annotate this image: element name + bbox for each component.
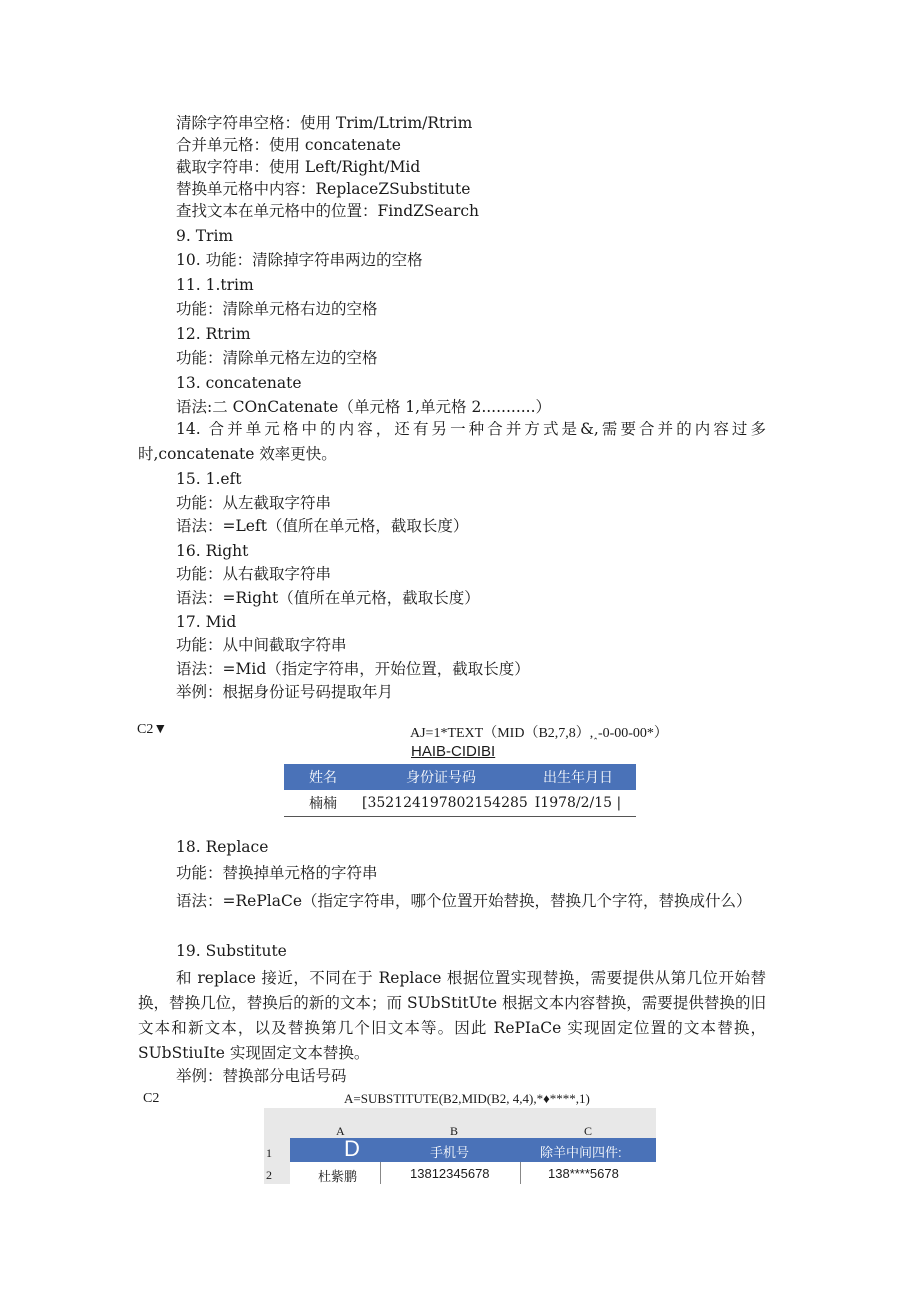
text-line: 功能：清除单元格右边的空格 [176, 300, 378, 318]
text-line: 语法：=Left（值所在单元格，截取长度） [176, 517, 469, 535]
table-cell: 13812345678 [410, 1166, 490, 1181]
list-item-15: 15. 1.eft [176, 470, 242, 488]
formula-text: AJ=1*TEXT（MID（B2,7,8）,˰-0-00-00*） [410, 726, 668, 741]
table-cell: 楠楠 [309, 795, 337, 811]
text-line: 截取字符串：使用 Left/Right/Mid [176, 158, 421, 176]
cell-reference: C2▼ [137, 722, 168, 737]
text-line: 替换单元格中内容：ReplaceZSubstitute [176, 180, 471, 198]
list-item-10: 10. 功能：清除掉字符串两边的空格 [176, 251, 423, 269]
list-item-12: 12. Rtrim [176, 325, 251, 343]
text-line: 功能：从左截取字符串 [176, 494, 332, 512]
cell-reference: C2 [143, 1091, 160, 1106]
cell-divider [380, 1162, 381, 1184]
table-cell: I1978/2/15 | [534, 795, 622, 811]
list-item-13: 13. concatenate [176, 374, 302, 392]
text-line: 功能：从右截取字符串 [176, 565, 332, 583]
column-header: 除羊中间四件: [540, 1145, 622, 1160]
paragraph: 和 replace 接近，不同在于 Replace 根据位置实现替换，需要提供从第几位开始替换，替换几位，替换后的新的文本；而 SUbStitUte 根据文本内容替换，需要提供替换的旧文本和新文本，以及替换第几个旧文本等。因此 RePIaCe 实现固定位置的文本替换，SUbStiuIte 实现固定文本替换。 [138, 969, 766, 1062]
formula-text: A=SUBSTITUTE(B2,MID(B2, 4,4),*♦****,1) [344, 1091, 590, 1106]
column-letter: B [450, 1124, 459, 1138]
text-line: 语法：=RePlaCe（指定字符串，哪个位置开始替换，替换几个字符，替换成什么） [176, 892, 752, 910]
column-header: 身份证号码 [406, 769, 476, 785]
row-number: 2 [266, 1168, 272, 1182]
column-header: 出生年月日 [543, 769, 613, 785]
text-line: 功能：从中间截取字符串 [176, 636, 347, 654]
text-line: 语法：=Right（值所在单元格，截取长度） [176, 589, 480, 607]
text-line: 举例：替换部分电话号码 [176, 1067, 347, 1085]
column-header: D [344, 1136, 360, 1161]
list-item-11: 11. 1.trim [176, 276, 254, 294]
column-header: 手机号 [430, 1145, 470, 1160]
column-letter: A [336, 1124, 345, 1138]
table-header-row [284, 764, 636, 790]
text-line: 清除字符串空格：使用 Trim/Ltrim/Rtrim [176, 114, 473, 132]
spreadsheet-snippet [264, 1108, 656, 1184]
list-item-18: 18. Replace [176, 838, 269, 856]
text-line: 功能：替换掉单元格的字符串 [176, 864, 378, 882]
list-item-9: 9. Trim [176, 227, 234, 245]
table-cell: [352124197802154285 [362, 795, 528, 811]
row-number: 1 [266, 1146, 272, 1160]
list-item-14: 14. 合并单元格中的内容，还有另一种合并方式是&,需要合并的内容过多时,concatenate 效率更快。 [138, 420, 766, 463]
table-cell: 138****5678 [548, 1166, 619, 1181]
text-line: 语法:二 COnCatenate（单元格 1,单元格 2...........） [176, 398, 552, 416]
text-line: 合并单元格：使用 concatenate [176, 136, 401, 154]
table-cell: 杜紫鹏 [318, 1169, 358, 1184]
list-item-16: 16. Right [176, 542, 249, 560]
text-line: 功能：清除单元格左边的空格 [176, 349, 378, 367]
column-letter: C [584, 1124, 593, 1138]
column-header: 姓名 [309, 769, 337, 785]
text-line: 语法：=Mid（指定字符串，开始位置，截取长度） [176, 660, 530, 678]
list-item-17: 17. Mid [176, 613, 237, 631]
id-table [284, 764, 636, 817]
table-row [284, 790, 636, 817]
table-title: HAIB-CIDIBI [411, 743, 496, 760]
list-item-19: 19. Substitute [176, 942, 287, 960]
cell-divider [520, 1162, 521, 1184]
text-line: 举例：根据身份证号码提取年月 [176, 683, 394, 701]
text-line: 查找文本在单元格中的位置：FindZSearch [176, 202, 479, 220]
